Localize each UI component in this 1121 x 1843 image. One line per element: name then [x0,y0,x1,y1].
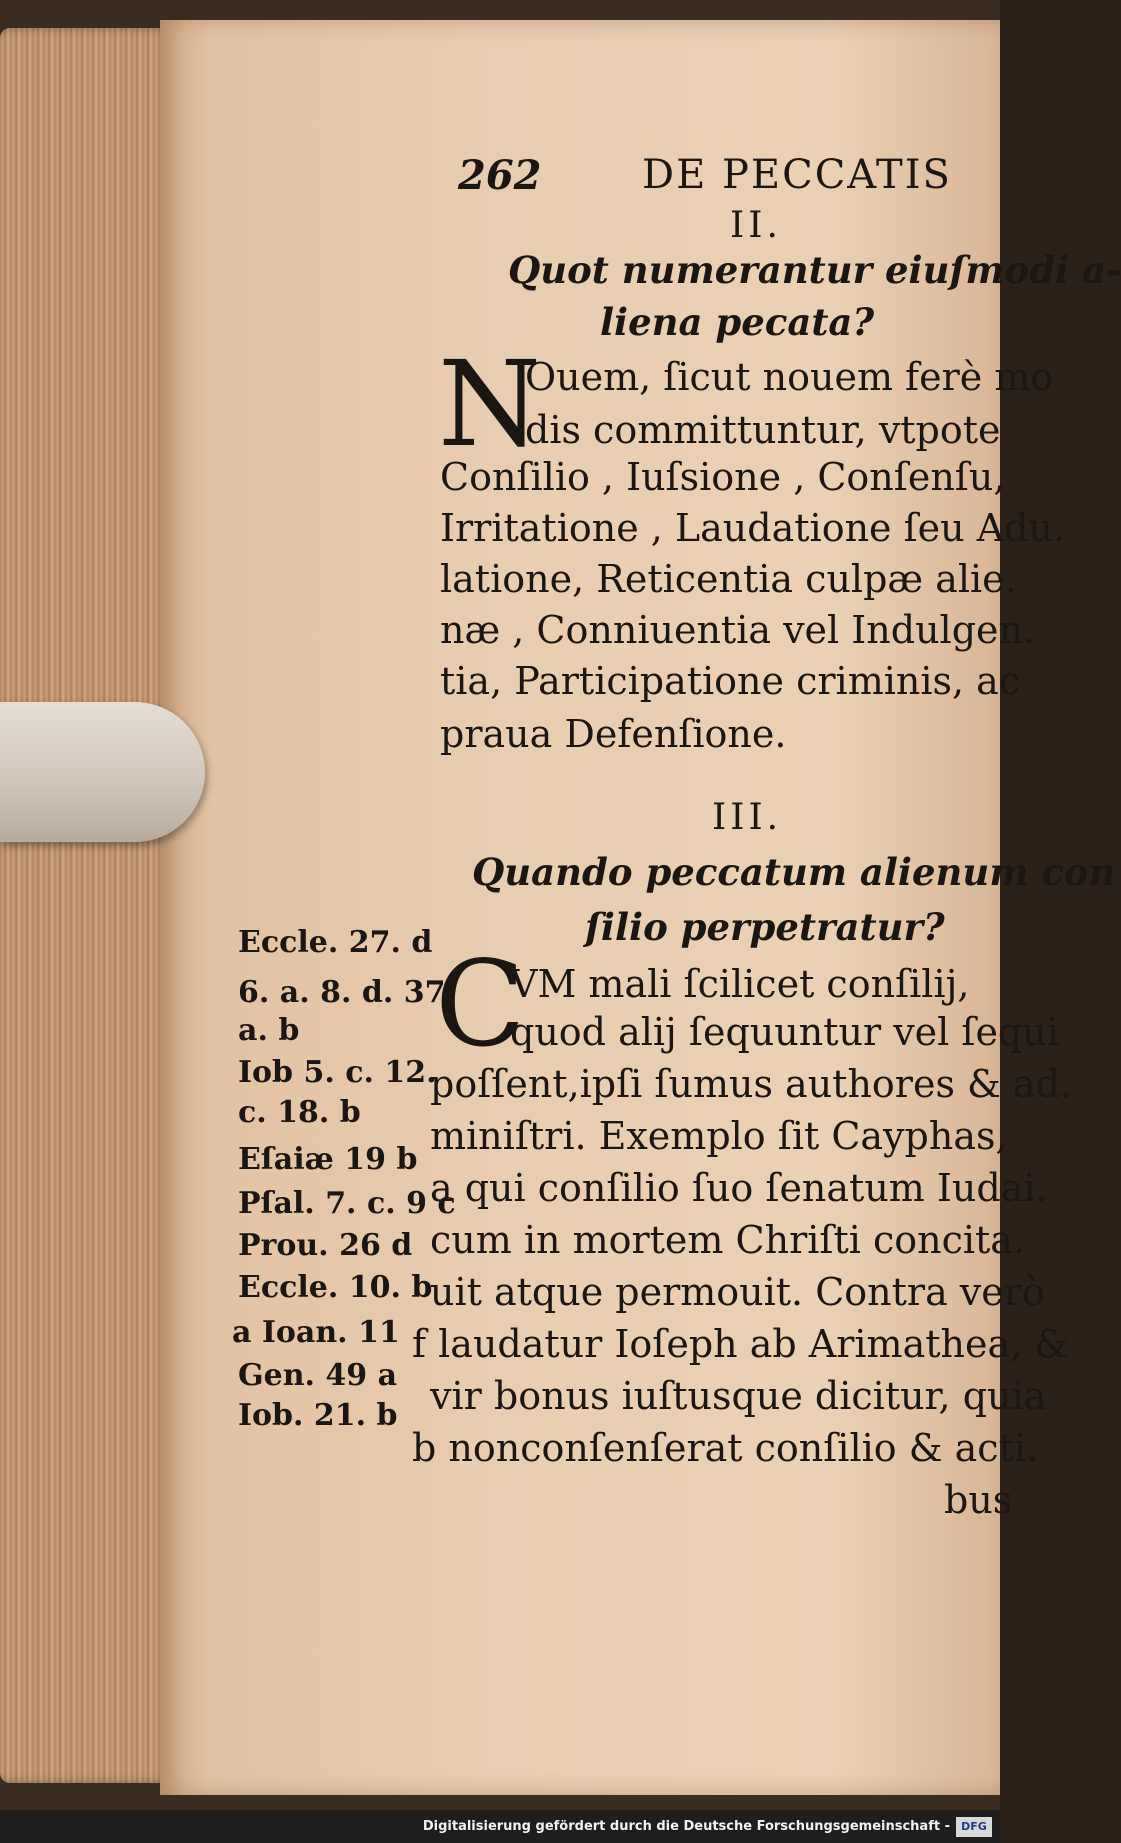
running-title: DE PECCATIS [642,152,952,198]
margin-ref: a Ioan. 11 [232,1315,400,1350]
margin-ref: 6. a. 8. d. 37. [238,975,456,1010]
question-3-line-2: ſilio perpetratur? [585,905,945,949]
body-line: f laudatur Ioſeph ab Arimathea, & [412,1322,1069,1366]
dropcap-c: C [435,935,526,1073]
dropcap-n: N [438,335,542,473]
margin-ref: Prou. 26 d [238,1228,413,1263]
body-line: bus [944,1478,1013,1522]
body-line: quod alij ſequuntur vel ſequi [510,1010,1059,1054]
margin-ref: Pſal. 7. c. 9 c [238,1186,456,1221]
body-line: næ , Conniuentia vel Indulgen. [440,608,1036,652]
margin-ref: Gen. 49 a [238,1358,398,1393]
footer-bar [0,1811,1000,1843]
body-line: vir bonus iuſtusque dicitur, quia [430,1374,1047,1418]
body-line: Ouem, ſicut nouem ferè mo [525,355,1054,399]
margin-ref: Iob. 21. b [238,1398,398,1433]
margin-ref: Iob 5. c. 12. [238,1055,437,1090]
margin-ref: Eccle. 10. b [238,1270,433,1305]
body-line: Irritatione , Laudatione ſeu Adu. [440,506,1066,550]
margin-ref: Eſaiæ 19 b [238,1142,418,1177]
margin-ref: Eccle. 27. d [238,925,433,960]
question-2-line-1: Quot numerantur eiuſmodi a- [508,248,1121,292]
funding-credit: Digitalisierung gefördert durch die Deutsche Forschungsgemeinschaft - [422,1819,950,1834]
body-line: tia, Participatione criminis, ac [440,659,1021,703]
body-line: miniſtri. Exemplo ſit Cayphas, [430,1114,1008,1158]
section-number-2: II. [730,205,782,246]
body-line: cum in mortem Chriſti concita. [430,1218,1026,1262]
section-number-3: III. [712,797,783,838]
page-number: 262 [458,152,542,199]
question-2-line-2: liena pecata? [600,300,875,344]
body-line: uit atque permouit. Contra verò [430,1270,1045,1314]
body-line: b nonconſenſerat conſilio & acti. [412,1426,1039,1470]
margin-ref: a. b [238,1013,300,1048]
page-clip [0,702,205,842]
margin-ref: c. 18. b [238,1095,361,1130]
body-line: poſſent,ipſi ſumus authores & ad. [430,1062,1072,1106]
body-line: Conſilio , Iuſsione , Conſenſu, [440,455,1006,499]
body-line: praua Defenſione. [440,712,787,756]
question-3-line-1: Quando peccatum alienum con [472,850,1116,894]
body-line: a qui conſilio ſuo ſenatum Iudai. [430,1166,1048,1210]
page-edges [0,28,175,1783]
body-line: dis committuntur, vtpote [525,408,1001,452]
body-line: latione, Reticentia culpæ alie. [440,557,1017,601]
dfg-logo: DFG [956,1817,992,1837]
body-line: VM mali ſcilicet conſilij, [510,962,970,1006]
